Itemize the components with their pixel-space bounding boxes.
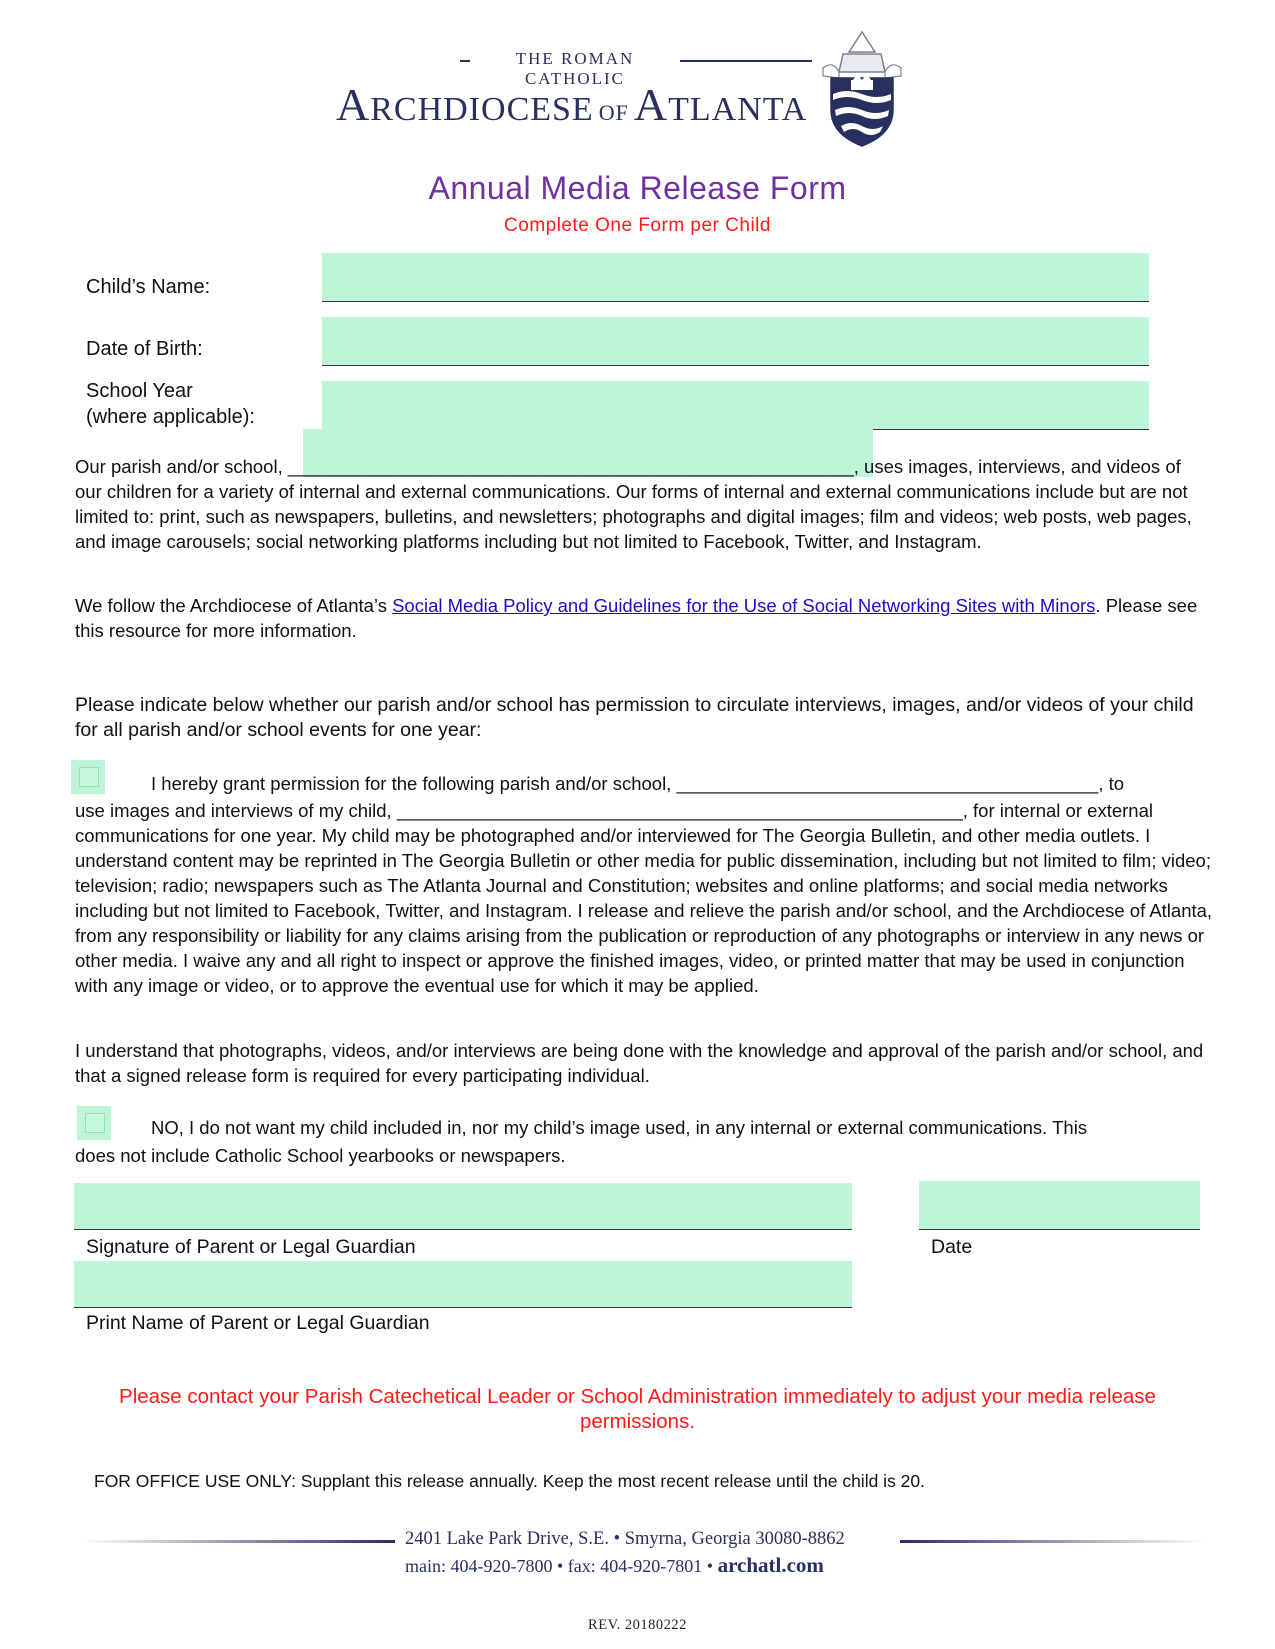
footer-address: 2401 Lake Park Drive, S.E. • Smyrna, Georgia 30080-8862 <box>405 1529 845 1549</box>
child-name-field[interactable] <box>322 253 1149 302</box>
date-label: Date <box>931 1236 973 1258</box>
office-use-note: FOR OFFICE USE ONLY: Supplant this release annually. Keep the most recent release until the child is 20. <box>94 1471 926 1491</box>
footer-rule-left <box>80 1540 395 1543</box>
logo-org-top: THE ROMAN CATHOLIC <box>470 49 680 89</box>
release-terms: communications for one year. My child may be photographed and/or interviewed for The Georgia Bulletin, and other media outlets. I understand content may be reprinted in The Georgia Bulletin or other media for public dissemination, including but not limited to film; video; television; radio; newspapers such as The Atlanta Journal and Constitution; websites and online platforms; and social media networks including but not limited to Facebook, Twitter, and Instagram. I release and relieve the parish and/or school, and the Archdiocese of Atlanta, from any responsibility or liability for any claims arising from the publication or reproduction of any photographs or interview in any news or other media. I waive any and all right to inspect or approve the finished images, video, or printed matter that may be used in conjunction with any image or video, or to approve the eventual use for which it may be applied. <box>75 825 1213 996</box>
print-name-field[interactable] <box>74 1261 852 1308</box>
grant-permission-text: I hereby grant permission for the following parish and/or school, _________________________________________, to use images and interviews of my child, _______________________________________________________, for internal or external communications for one year. My child may be photographed and/or interviewed for The Georgia Bulletin, and other media outlets. I understand content may be reprinted in The Georgia Bulletin or other media for public dissemination, including but not limited to film; video; television; radio; newspapers such as The Atlanta Journal and Constitution; websites and online platforms; and social media networks including but not limited to Facebook, Twitter, and Instagram. I release and relieve the parish and/or school, and the Archdiocese of Atlanta, from any responsibility or liability for any claims arising from the publication or reproduction of any photographs or interview in any news or other media. I waive any and all right to inspect or approve the finished images, video, or printed matter that may be used in conjunction with any image or video, or to approve the eventual use for which it may be applied. <box>75 771 1215 998</box>
date-field[interactable] <box>919 1181 1200 1230</box>
policy-paragraph: We follow the Archdiocese of Atlanta’s Social Media Policy and Guidelines for the Use of Social Networking Sites with Minors. Please see this resource for more information. <box>75 595 1198 641</box>
school-year-label: School Year (where applicable): <box>86 380 255 428</box>
footer-rule-right <box>900 1540 1205 1543</box>
print-name-label: Print Name of Parent or Legal Guardian <box>86 1312 430 1334</box>
footer-contact: main: 404-920-7800 • fax: 404-920-7801 • archatl.com <box>405 1553 824 1577</box>
form-title: Annual Media Release Form <box>428 170 847 206</box>
dob-label: Date of Birth: <box>86 338 203 360</box>
deny-permission-text: NO, I do not want my child included in, nor my child’s image used, in any internal or external communications. This does not include Catholic School yearbooks or newspapers. <box>75 1117 1088 1166</box>
form-subtitle: Complete One Form per Child <box>504 215 771 236</box>
archdiocese-logo <box>330 50 930 150</box>
permission-question: Please indicate below whether our parish and/or school has permission to circulate interviews, images, and/or videos of your child for all parish and/or school events for one year: <box>75 694 1194 741</box>
social-media-policy-link[interactable]: Social Media Policy and Guidelines for the Use of Social Networking Sites with Minors <box>392 595 1096 616</box>
dob-field[interactable] <box>322 317 1149 366</box>
revision-number: REV. 20180222 <box>588 1617 687 1633</box>
intro-paragraph: Our parish and/or school, _______________________________________________________, uses images, interviews, and videos of our children for a variety of internal and external communications. Our forms of internal and external communications include but are not limited to: print, such as newspapers, bulletins, and newsletters; photographs and digital images; film and videos; web posts, web pages, and image carousels; social networking platforms including but not limited to Facebook, Twitter, and Instagram. <box>75 456 1192 552</box>
signature-label: Signature of Parent or Legal Guardian <box>86 1236 416 1258</box>
school-year-field[interactable] <box>322 381 1149 430</box>
contact-notice: Please contact your Parish Catechetical Leader or School Administration immediately to adjust your media release permissions. <box>119 1385 1156 1433</box>
logo-org-name: ARCHDIOCESE OF ATLANTA <box>336 79 808 130</box>
signature-field[interactable] <box>74 1183 852 1230</box>
child-name-label: Child’s Name: <box>86 276 211 298</box>
crest-icon <box>815 30 910 148</box>
understand-paragraph: I understand that photographs, videos, and/or interviews are being done with the knowledge and approval of the parish and/or school, and that a signed release form is required for every participating individual. <box>75 1040 1204 1086</box>
